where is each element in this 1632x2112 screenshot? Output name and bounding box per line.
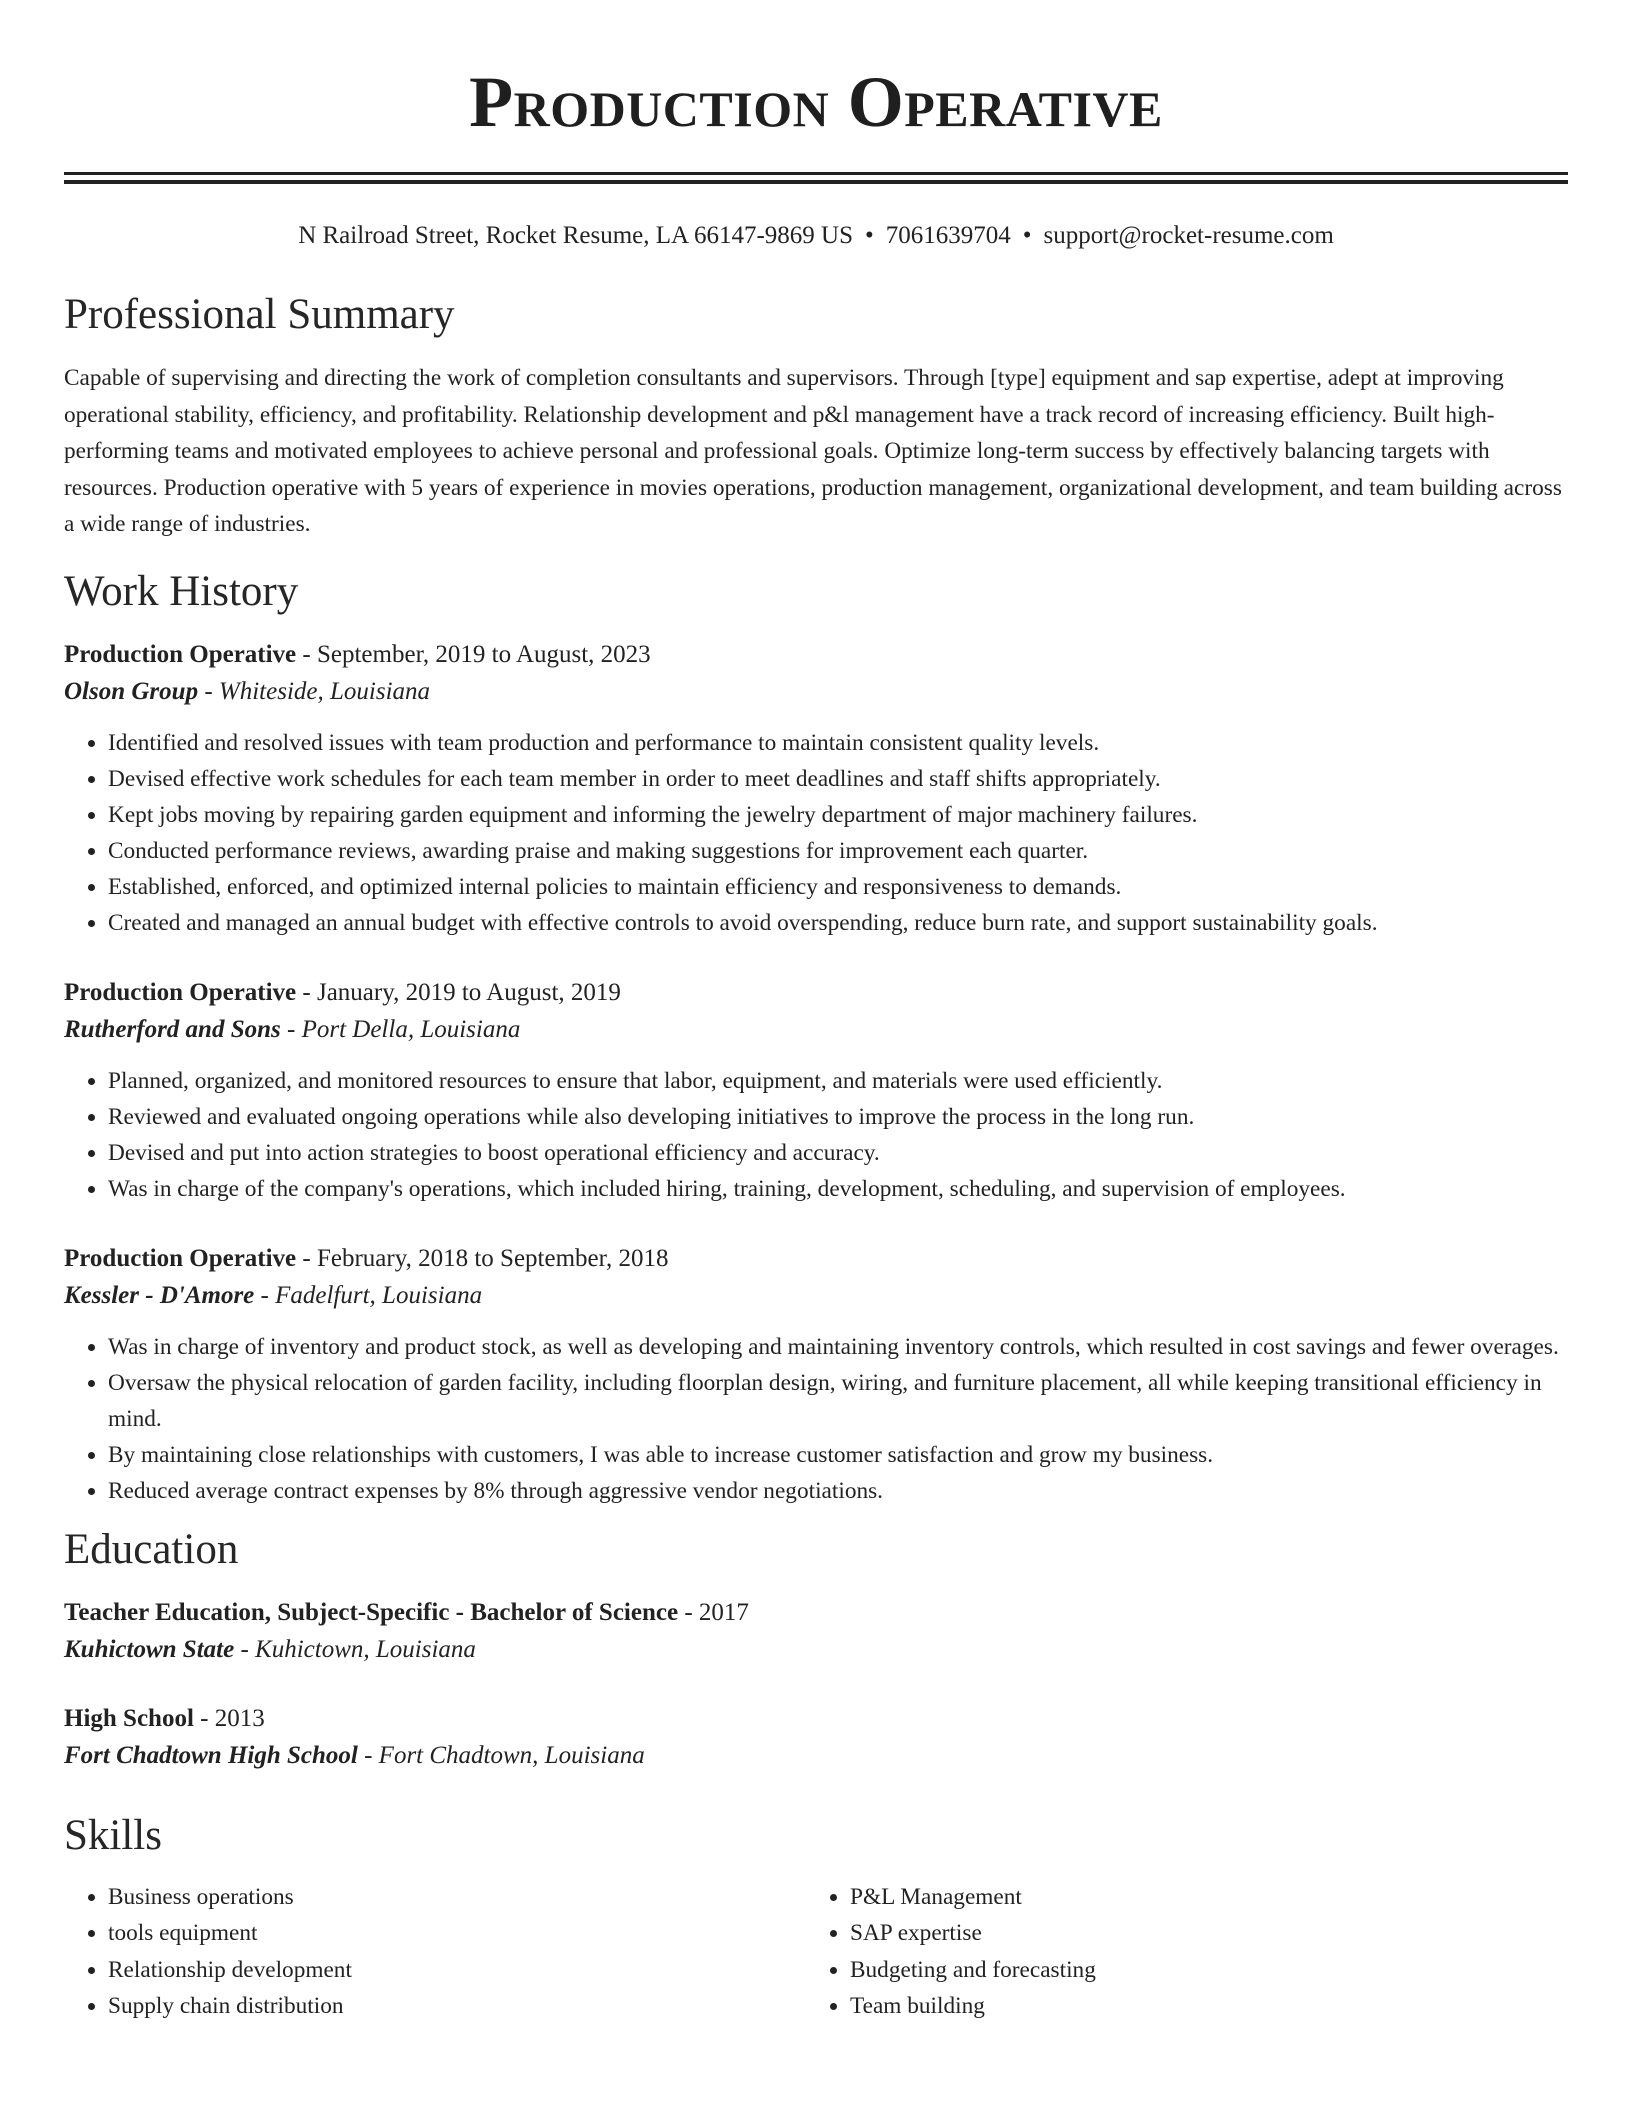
list-item: • Devised and put into action strategies to boost operational efficiency and accuracy. (108, 1135, 1568, 1171)
header-divider (64, 172, 1568, 184)
list-item: • Conducted performance reviews, awarding praise and making suggestions for improvement each quarter. (108, 833, 1568, 869)
skill-item: • Supply chain distribution (108, 1988, 806, 2025)
summary-text: Capable of supervising and directing the work of completion consultants and supervisors. Through [type] equipment and sap expertise, adept at improving operational stability, efficiency, and profitability. Relationship development and p&l management have a track record of increasing efficiency. Built high-performing teams and motivated employees to achieve personal and professional goals. Optimize long-term success by effectively balancing targets with resources. Production operative with 5 years of experience in movies operations, production management, organizational development, and team building across a wide range of industries. (64, 365, 1562, 537)
list-item: • Reviewed and evaluated ongoing operations while also developing initiatives to improve the process in the long run. (108, 1099, 1568, 1135)
section-title-education: Education (64, 1525, 239, 1573)
list-item: • Created and managed an annual budget with effective controls to avoid overspending, reduce burn rate, and support sustainability goals. (108, 905, 1568, 941)
section-title-summary: Professional Summary (64, 291, 455, 338)
education-header (64, 1595, 1568, 1631)
job-header (64, 637, 1568, 673)
resume-name: Production Operative (469, 62, 1163, 142)
education-entry (64, 1701, 1568, 1775)
list-item: • Devised effective work schedules for each team member in order to meet deadlines and staff shifts appropriately. (108, 761, 1568, 797)
education-header (64, 1701, 1568, 1737)
section-title-work-history: Work History (64, 567, 299, 615)
school-location: - Fort Chadtown, Louisiana (357, 1741, 645, 1769)
job-location: - Port Della, Louisiana (280, 1015, 521, 1043)
job-duties-list (64, 1063, 1568, 1207)
job-entry (64, 1241, 1568, 1509)
job-entry (64, 975, 1568, 1207)
education-school (64, 1631, 1568, 1669)
job-location: - Fadelfurt, Louisiana (254, 1281, 483, 1309)
list-item: • Identified and resolved issues with team production and performance to maintain consistent quality levels. (108, 725, 1568, 761)
list-item: • Was in charge of the company's operations, which included hiring, training, development, scheduling, and supervision of employees. (108, 1171, 1568, 1207)
job-duties-list (64, 1329, 1568, 1509)
company-name: Kessler - D'Amore (64, 1281, 255, 1309)
skill-item: • Business operations (108, 1879, 806, 1916)
contact-separator: • (1022, 222, 1032, 249)
education-entry (64, 1595, 1568, 1669)
graduation-year: - 2013 (193, 1704, 265, 1732)
job-dates: - February, 2018 to September, 2018 (296, 1244, 669, 1272)
school-location: - Kuhictown, Louisiana (234, 1635, 476, 1663)
skill-item: • P&L Management (850, 1879, 1548, 1916)
job-title: Production Operative (64, 1244, 297, 1272)
skills-columns (64, 1879, 1568, 2025)
company-name: Olson Group (64, 677, 199, 705)
skill-item: • tools equipment (108, 1915, 806, 1952)
job-employer (64, 1277, 1568, 1315)
degree-name: Teacher Education, Subject-Specific - Bachelor of Science (64, 1598, 679, 1626)
job-title: Production Operative (64, 640, 297, 668)
contact-line (64, 220, 1568, 252)
list-item: • By maintaining close relationships with customers, I was able to increase customer satisfaction and grow my business. (108, 1437, 1568, 1473)
skill-item: • SAP expertise (850, 1915, 1548, 1952)
section-title-skills: Skills (64, 1811, 162, 1859)
contact-address: N Railroad Street, Rocket Resume, LA 66147-9869 US (298, 222, 853, 249)
job-employer (64, 1011, 1568, 1049)
job-employer (64, 673, 1568, 711)
skills-list-left (64, 1879, 806, 2025)
list-item: • Reduced average contract expenses by 8% through aggressive vendor negotiations. (108, 1473, 1568, 1509)
company-name: Rutherford and Sons (64, 1015, 281, 1043)
skill-item: • Team building (850, 1988, 1548, 2025)
school-name: Fort Chadtown High School (64, 1741, 358, 1769)
list-item: • Established, enforced, and optimized internal policies to maintain efficiency and responsiveness to demands. (108, 869, 1568, 905)
job-header (64, 1241, 1568, 1277)
job-dates: - September, 2019 to August, 2023 (296, 640, 651, 668)
skill-item: • Budgeting and forecasting (850, 1952, 1548, 1989)
list-item: • Was in charge of inventory and product stock, as well as developing and maintaining inventory controls, which resulted in cost savings and fewer overages. (108, 1329, 1568, 1365)
contact-separator: • (864, 222, 874, 249)
education-school (64, 1737, 1568, 1775)
school-name: Kuhictown State (64, 1635, 235, 1663)
list-item: • Planned, organized, and monitored resources to ensure that labor, equipment, and materials were used efficiently. (108, 1063, 1568, 1099)
job-location: - Whiteside, Louisiana (198, 677, 431, 705)
job-dates: - January, 2019 to August, 2019 (296, 978, 621, 1006)
list-item: • Kept jobs moving by repairing garden equipment and informing the jewelry department of major machinery failures. (108, 797, 1568, 833)
job-entry (64, 637, 1568, 941)
list-item: • Oversaw the physical relocation of garden facility, including floorplan design, wiring, and furniture placement, all while keeping transitional efficiency in mind. (108, 1365, 1568, 1437)
contact-phone: 7061639704 (885, 222, 1011, 249)
skill-item: • Relationship development (108, 1952, 806, 1989)
contact-email: support@rocket-resume.com (1043, 222, 1334, 249)
job-title: Production Operative (64, 978, 297, 1006)
job-duties-list (64, 725, 1568, 941)
job-header (64, 975, 1568, 1011)
skills-list-right (806, 1879, 1548, 2025)
degree-name: High School (64, 1704, 194, 1732)
graduation-year: - 2017 (678, 1598, 749, 1626)
